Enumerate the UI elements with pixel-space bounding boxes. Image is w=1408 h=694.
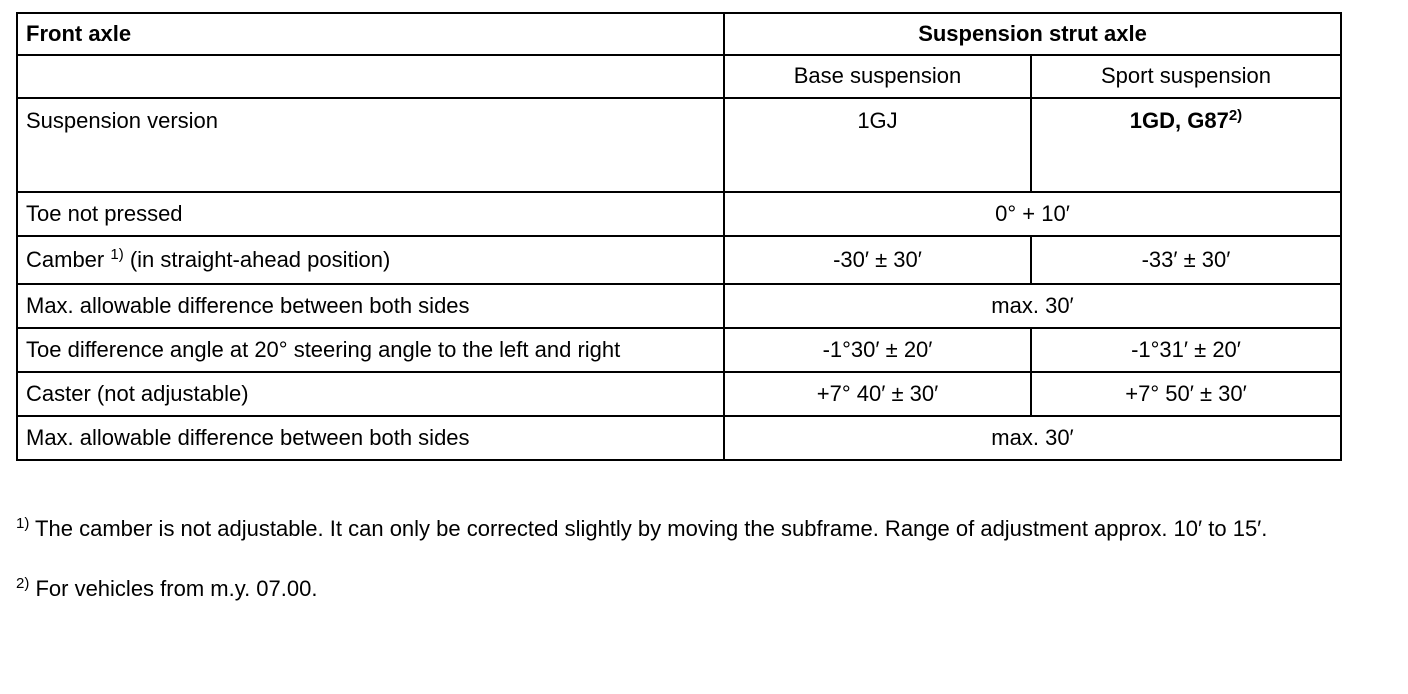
header-front-axle: Front axle — [17, 13, 724, 55]
caster-row — [17, 372, 1341, 416]
footnote-ref-2: 2) — [1228, 107, 1243, 124]
toe-row — [17, 192, 1341, 236]
subheader-empty-cell — [17, 55, 724, 98]
footnote-2-mark: 2) — [16, 575, 30, 592]
caster-base: +7° 40′ ± 30′ — [724, 372, 1031, 416]
footnote-1 — [16, 513, 1386, 544]
footnote-ref-1: 1) — [110, 245, 124, 263]
toe-diff-base: -1°30′ ± 20′ — [724, 328, 1031, 372]
subheader-sport-suspension: Sport suspension — [1031, 55, 1341, 98]
footnote-2-text: For vehicles from m.y. 07.00. — [29, 576, 318, 601]
footnote-1-mark: 1) — [16, 515, 30, 532]
toe-value: 0° + 10′ — [724, 192, 1341, 236]
caster-diff-row — [17, 416, 1341, 460]
subheader-base-suspension: Base suspension — [724, 55, 1031, 98]
caster-label: Caster (not adjustable) — [17, 372, 724, 416]
footnote-2 — [16, 573, 1386, 604]
camber-diff-label: Max. allowable difference between both sides — [17, 284, 724, 328]
caster-diff-value: max. 30′ — [724, 416, 1341, 460]
suspension-version-label: Suspension version — [17, 98, 724, 192]
camber-label-suffix: (in straight-ahead position) — [123, 246, 391, 272]
suspension-version-row — [17, 98, 1341, 192]
camber-base: -30′ ± 30′ — [724, 236, 1031, 284]
header-suspension-strut-axle: Suspension strut axle — [724, 13, 1341, 55]
header-row — [17, 13, 1341, 55]
toe-diff-row — [17, 328, 1341, 372]
suspension-version-sport-code: 1GD, G87 — [1129, 108, 1229, 133]
toe-diff-label: Toe difference angle at 20° steering angle to the left and right — [17, 328, 724, 372]
camber-diff-value: max. 30′ — [724, 284, 1341, 328]
toe-diff-sport: -1°31′ ± 20′ — [1031, 328, 1341, 372]
camber-label-text: Camber — [26, 246, 105, 272]
toe-label: Toe not pressed — [17, 192, 724, 236]
camber-diff-row — [17, 284, 1341, 328]
caster-diff-label: Max. allowable difference between both sides — [17, 416, 724, 460]
camber-sport: -33′ ± 30′ — [1031, 236, 1341, 284]
subheader-row — [17, 55, 1341, 98]
footnote-1-text: The camber is not adjustable. It can only be corrected slightly by moving the subframe. Range of adjustment approx. 10′ to 15′. — [29, 516, 1268, 541]
camber-label — [17, 236, 724, 284]
suspension-version-base: 1GJ — [724, 98, 1031, 192]
caster-sport: +7° 50′ ± 30′ — [1031, 372, 1341, 416]
axle-spec-table — [16, 12, 1342, 461]
camber-row — [17, 236, 1341, 284]
footnotes — [16, 513, 1386, 604]
suspension-version-sport — [1031, 98, 1341, 192]
